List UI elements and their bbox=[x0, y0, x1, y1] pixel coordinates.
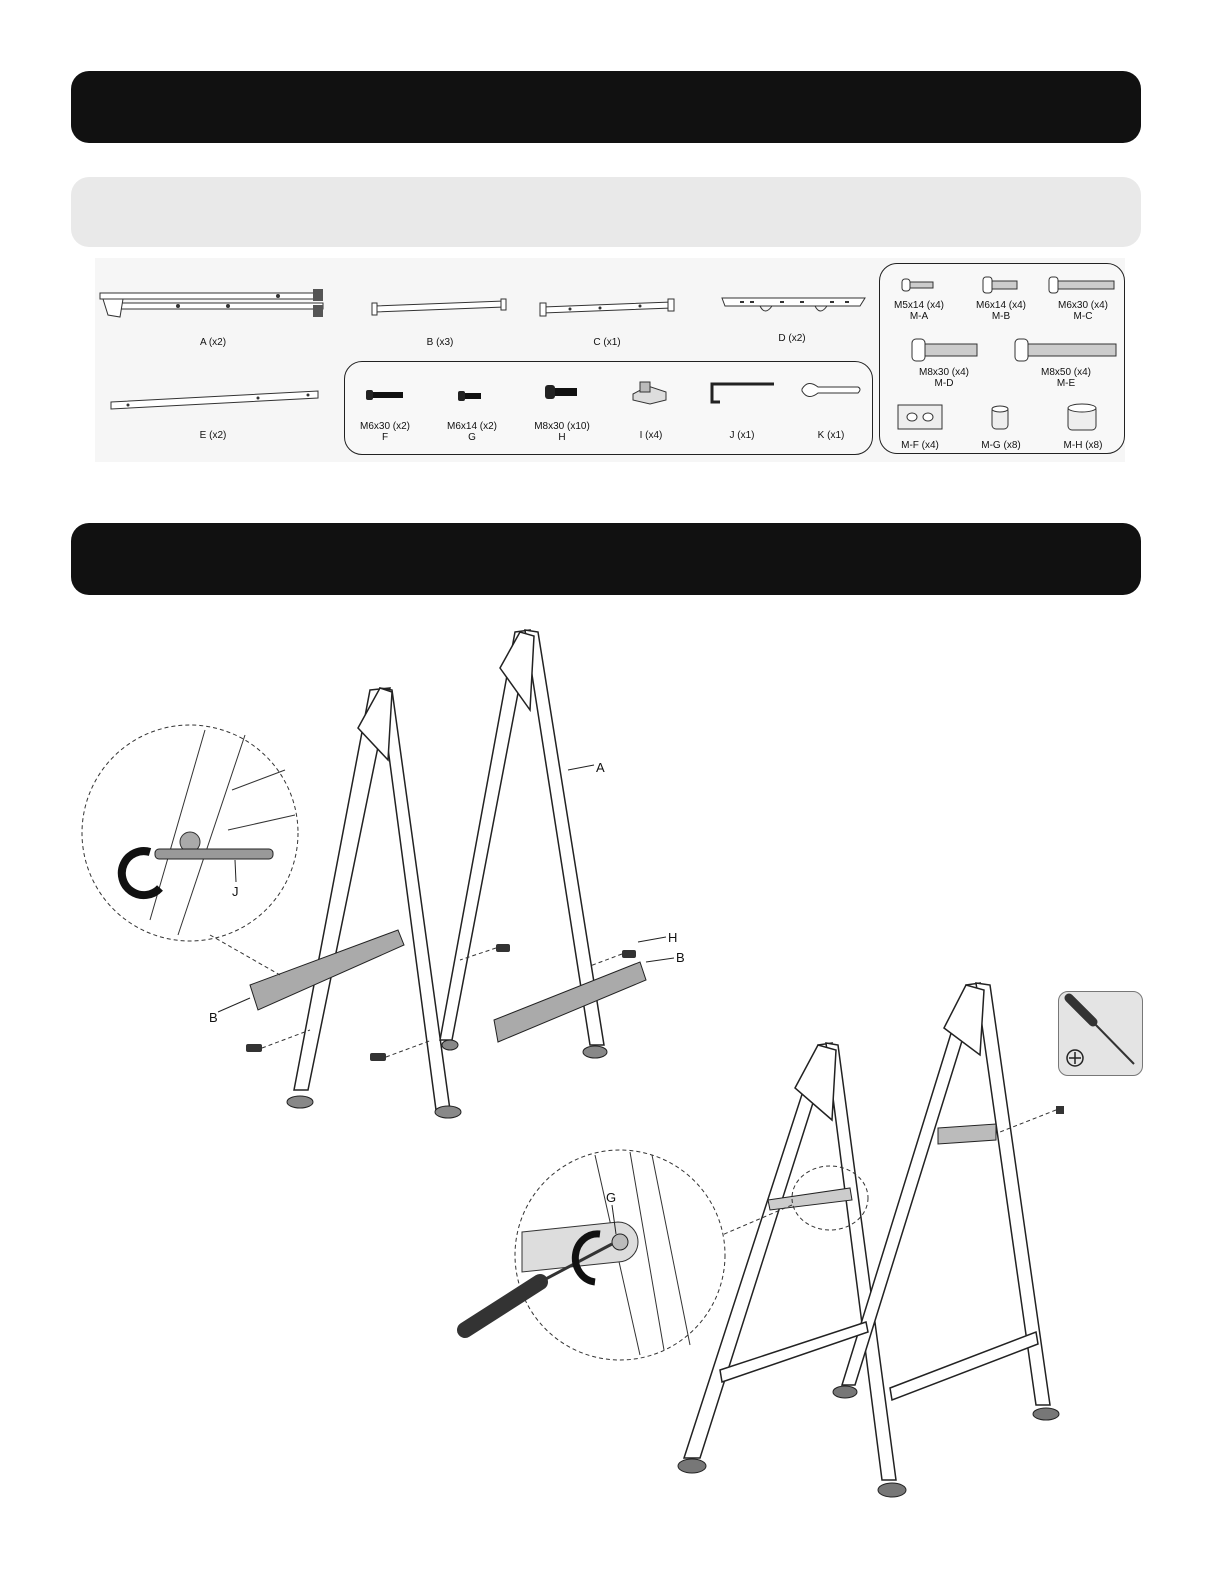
hex-key-j-icon bbox=[706, 380, 778, 406]
spacer-m-g-icon bbox=[990, 403, 1012, 433]
bolt-f-icon bbox=[366, 388, 406, 402]
hardware-i-label: I (x4) bbox=[639, 430, 663, 441]
part-a-label: A (x2) bbox=[199, 337, 227, 348]
screw-m-b-icon bbox=[983, 276, 1019, 294]
spacer-m-h-icon bbox=[1066, 402, 1100, 434]
part-a-drawing bbox=[98, 285, 338, 325]
mount-m-h-label: M-H (x8) bbox=[1063, 440, 1103, 451]
mount-m-d-label: M8x30 (x4) M-D bbox=[918, 367, 970, 389]
bolt-h-icon bbox=[545, 384, 581, 400]
hardware-f-label: M6x30 (x2) F bbox=[359, 421, 411, 443]
mount-m-b-label: M6x14 (x4) M-B bbox=[975, 300, 1027, 322]
part-e-drawing bbox=[108, 388, 323, 412]
hardware-j-label: J (x1) bbox=[729, 430, 755, 441]
part-c-drawing bbox=[540, 298, 675, 320]
assembly-step-2-illustration bbox=[450, 975, 1090, 1505]
callout-b-left: B bbox=[209, 1010, 218, 1025]
part-e-label: E (x2) bbox=[199, 430, 227, 441]
step-1-subheader-bar bbox=[71, 177, 1141, 247]
part-d-drawing bbox=[720, 294, 870, 318]
mount-m-g-label: M-G (x8) bbox=[981, 440, 1021, 451]
mount-m-c-label: M6x30 (x4) M-C bbox=[1057, 300, 1109, 322]
screw-m-c-icon bbox=[1049, 276, 1117, 294]
bracket-i-icon bbox=[630, 380, 670, 406]
hardware-h-label: M8x30 (x10) H bbox=[534, 421, 590, 443]
part-d-label: D (x2) bbox=[778, 333, 806, 344]
callout-g: G bbox=[606, 1190, 617, 1205]
part-b-drawing bbox=[372, 298, 507, 318]
part-b-label: B (x3) bbox=[426, 337, 454, 348]
mount-m-f-label: M-F (x4) bbox=[901, 440, 939, 451]
wrench-k-icon bbox=[798, 379, 864, 403]
step-2-header-bar bbox=[71, 523, 1141, 595]
hardware-kit-box bbox=[344, 361, 873, 455]
screw-m-a-icon bbox=[902, 277, 936, 293]
callout-j: J bbox=[232, 884, 239, 899]
mount-m-e-label: M8x50 (x4) M-E bbox=[1040, 367, 1092, 389]
screw-m-e-icon bbox=[1015, 338, 1119, 362]
hardware-g-label: M6x14 (x2) G bbox=[446, 421, 498, 443]
callout-a: A bbox=[596, 760, 605, 775]
bolt-g-icon bbox=[458, 389, 486, 403]
part-c-label: C (x1) bbox=[593, 337, 621, 348]
step-1-header-bar bbox=[71, 71, 1141, 143]
hardware-k-label: K (x1) bbox=[817, 430, 845, 441]
mount-m-a-label: M5x14 (x4) M-A bbox=[893, 300, 945, 322]
plate-m-f-icon bbox=[896, 403, 946, 433]
callout-b-right: B bbox=[676, 950, 685, 965]
screw-m-d-icon bbox=[912, 338, 980, 362]
callout-h: H bbox=[668, 930, 678, 945]
